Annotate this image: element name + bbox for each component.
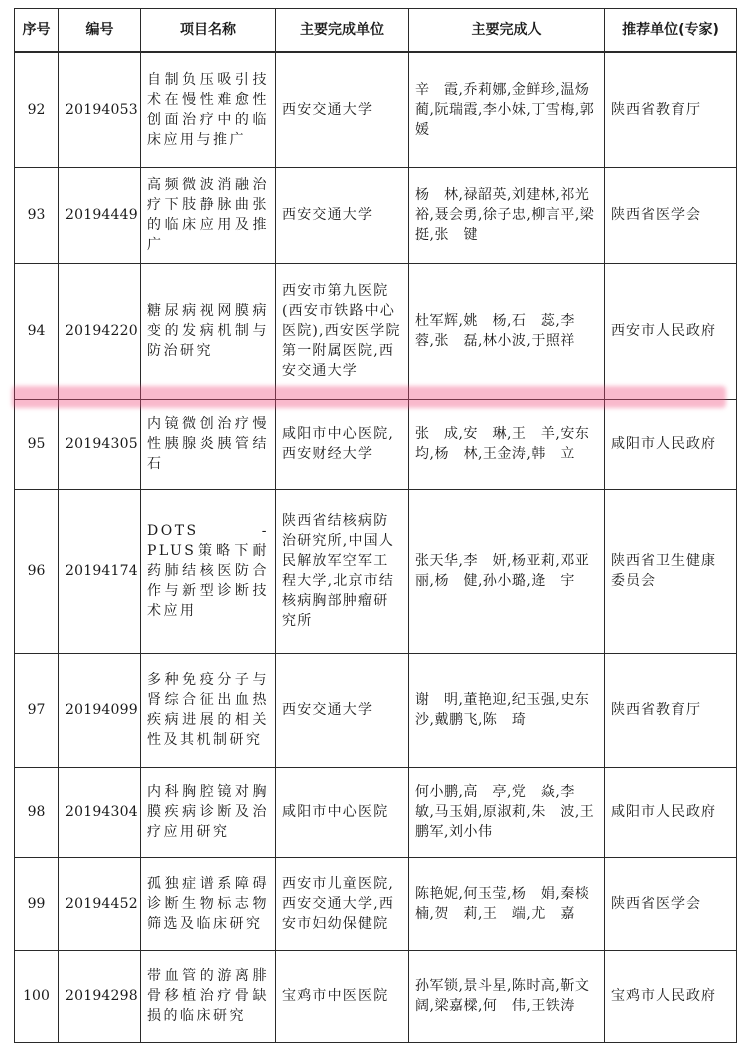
row-code: 20194099 <box>59 653 141 767</box>
row-recommender: 陕西省医学会 <box>605 857 737 950</box>
row-code: 20194053 <box>59 52 141 167</box>
row-main-unit: 西安市第九医院(西安市铁路中心医院),西安医学院第一附属医院,西安交通大学 <box>276 263 409 399</box>
row-seq: 96 <box>15 489 59 653</box>
row-code: 20194304 <box>59 767 141 857</box>
row-recommender: 咸阳市人民政府 <box>605 399 737 489</box>
header-row <box>15 9 737 53</box>
row-main-unit: 咸阳市中心医院 <box>276 767 409 857</box>
row-main-unit: 宝鸡市中医医院 <box>276 950 409 1042</box>
table-row <box>15 653 737 767</box>
row-main-people: 谢 明,董艳迎,纪玉强,史东沙,戴鹏飞,陈 琦 <box>409 653 605 767</box>
header-project-name: 项目名称 <box>141 9 276 53</box>
row-main-people: 杜军辉,姚 杨,石 蕊,李 蓉,张 磊,林小波,于照祥 <box>409 263 605 399</box>
row-code: 20194449 <box>59 167 141 263</box>
row-recommender: 西安市人民政府 <box>605 263 737 399</box>
row-main-people: 何小鹏,高 亭,党 焱,李 敏,马玉娟,原淑莉,朱 波,王鹏军,刘小伟 <box>409 767 605 857</box>
row-code: 20194220 <box>59 263 141 399</box>
row-project-name: 高频微波消融治疗下肢静脉曲张的临床应用及推广 <box>141 167 276 263</box>
row-code: 20194174 <box>59 489 141 653</box>
row-recommender: 陕西省教育厅 <box>605 653 737 767</box>
row-main-people: 陈艳妮,何玉莹,杨 娟,秦棪楠,贺 莉,王 端,尤 嘉 <box>409 857 605 950</box>
row-main-unit: 陕西省结核病防治研究所,中国人民解放军空军工程大学,北京市结核病胸部肿瘤研究所 <box>276 489 409 653</box>
header-main-unit: 主要完成单位 <box>276 9 409 53</box>
header-seq: 序号 <box>15 9 59 53</box>
row-project-name: DOTS - PLUS策略下耐药肺结核医防合作与新型诊断技术应用 <box>141 489 276 653</box>
row-seq: 98 <box>15 767 59 857</box>
row-project-name: 内科胸腔镜对胸膜疾病诊断及治疗应用研究 <box>141 767 276 857</box>
row-main-unit: 西安交通大学 <box>276 52 409 167</box>
row-project-name: 孤独症谱系障碍诊断生物标志物筛选及临床研究 <box>141 857 276 950</box>
row-recommender: 宝鸡市人民政府 <box>605 950 737 1042</box>
row-project-name: 带血管的游离腓骨移植治疗骨缺损的临床研究 <box>141 950 276 1042</box>
table-row <box>15 167 737 263</box>
row-main-unit: 咸阳市中心医院,西安财经大学 <box>276 399 409 489</box>
row-project-name: 糖尿病视网膜病变的发病机制与防治研究 <box>141 263 276 399</box>
table-row <box>15 263 737 399</box>
row-code: 20194452 <box>59 857 141 950</box>
row-seq: 100 <box>15 950 59 1042</box>
table-row <box>15 857 737 950</box>
row-seq: 92 <box>15 52 59 167</box>
row-seq: 95 <box>15 399 59 489</box>
table-row <box>15 399 737 489</box>
row-code: 20194298 <box>59 950 141 1042</box>
row-project-name: 自制负压吸引技术在慢性难愈性创面治疗中的临床应用与推广 <box>141 52 276 167</box>
row-main-people: 杨 林,禄韶英,刘建林,祁光裕,聂会勇,徐子忠,柳言平,梁 挺,张 键 <box>409 167 605 263</box>
row-recommender: 咸阳市人民政府 <box>605 767 737 857</box>
row-seq: 97 <box>15 653 59 767</box>
row-main-unit: 西安交通大学 <box>276 167 409 263</box>
row-recommender: 陕西省卫生健康委员会 <box>605 489 737 653</box>
table-row <box>15 950 737 1042</box>
row-main-unit: 西安交通大学 <box>276 653 409 767</box>
header-main-people: 主要完成人 <box>409 9 605 53</box>
table-row <box>15 767 737 857</box>
awards-table <box>14 8 737 1043</box>
row-main-people: 辛 霞,乔莉娜,金鲜珍,温炀蔺,阮瑞霞,李小妹,丁雪梅,郭 媛 <box>409 52 605 167</box>
header-code: 编号 <box>59 9 141 53</box>
table-row <box>15 52 737 167</box>
row-recommender: 陕西省医学会 <box>605 167 737 263</box>
row-main-people: 孙军锁,景斗星,陈时高,靳文阔,梁嘉樑,何 伟,王铁涛 <box>409 950 605 1042</box>
row-project-name: 多种免疫分子与肾综合征出血热疾病进展的相关性及其机制研究 <box>141 653 276 767</box>
row-recommender: 陕西省教育厅 <box>605 52 737 167</box>
row-main-people: 张 成,安 琳,王 羊,安东均,杨 林,王金涛,韩 立 <box>409 399 605 489</box>
row-seq: 99 <box>15 857 59 950</box>
document-page <box>14 8 736 1043</box>
row-seq: 93 <box>15 167 59 263</box>
row-main-unit: 西安市儿童医院,西安交通大学,西安市妇幼保健院 <box>276 857 409 950</box>
header-recommender: 推荐单位(专家) <box>605 9 737 53</box>
row-code: 20194305 <box>59 399 141 489</box>
row-main-people: 张天华,李 妍,杨亚莉,邓亚丽,杨 健,孙小璐,逄 宇 <box>409 489 605 653</box>
row-project-name: 内镜微创治疗慢性胰腺炎胰管结石 <box>141 399 276 489</box>
row-seq: 94 <box>15 263 59 399</box>
table-row <box>15 489 737 653</box>
